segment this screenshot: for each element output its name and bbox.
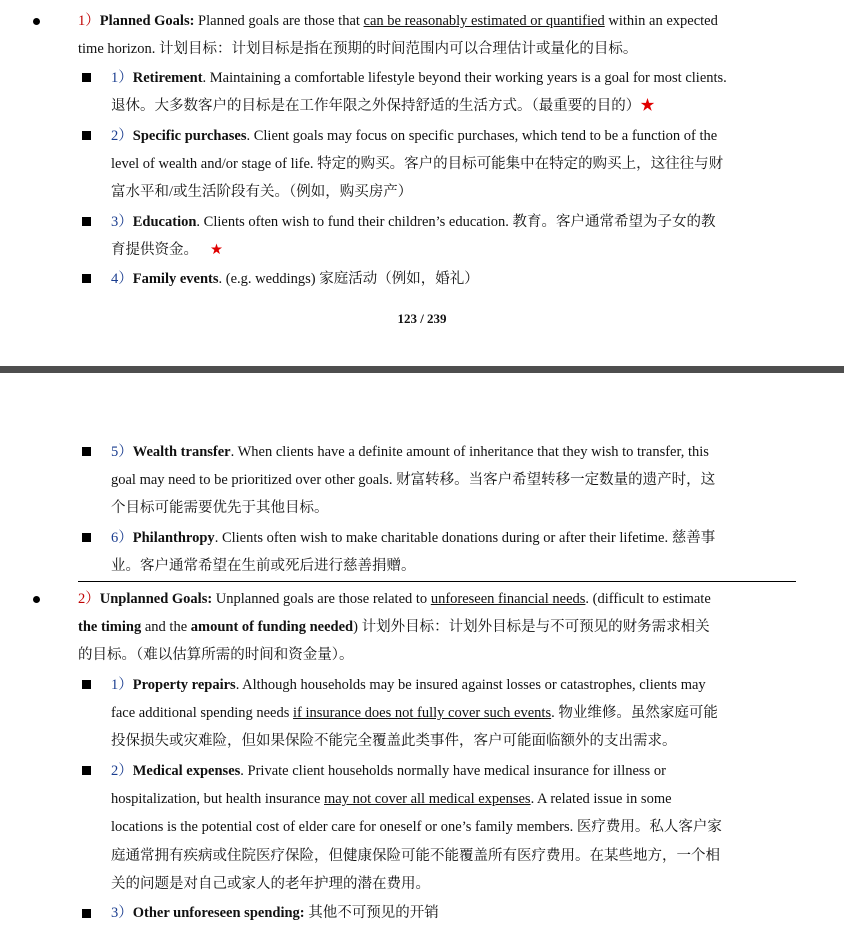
wealth-transfer-line2: goal may need to be prioritized over other goals. 财富转移。当客户希望转移一定数量的遗产时，这 (111, 472, 716, 488)
document-page-123 (0, 0, 844, 366)
bullet-square (82, 680, 91, 689)
star-icon: ★ (640, 98, 655, 114)
bullet-dot (33, 18, 40, 25)
medical-expenses-line4: 庭通常拥有疾病或住院医疗保险，但健康保险可能不能覆盖所有医疗费用。在某些地方，一个相 (111, 848, 720, 864)
property-repairs-line1: 1）Property repairs. Although households may be insured against losses or catastrophes, clients may (111, 677, 706, 693)
philanthropy-line1: 6）Philanthropy. Clients often wish to make charitable donations during or after their lifetime. 慈善事 (111, 530, 716, 546)
medical-expenses-line5: 关的问题是对自己或家人的老年护理的潜在费用。 (111, 876, 430, 892)
specific-purchases-line1: 2）Specific purchases. Client goals may focus on specific purchases, which tend to be a function of the (111, 128, 718, 144)
planned-goals-line1: 1）Planned Goals: Planned goals are those that can be reasonably estimated or quantified within an expected (78, 13, 718, 29)
unplanned-goals-line1: 2）Unplanned Goals: Unplanned goals are those related to unforeseen financial needs. (difficult to estimate (78, 591, 711, 607)
philanthropy-line2: 业。客户通常希望在生前或死后进行慈善捐赠。 (111, 558, 416, 574)
wealth-transfer-line1: 5）Wealth transfer. When clients have a definite amount of inheritance that they wish to transfer, this (111, 444, 709, 460)
retirement-line2: 退休。大多数客户的目标是在工作年限之外保持舒适的生活方式。（最重要的目的）★ (111, 98, 655, 114)
education-line1: 3）Education. Clients often wish to fund their children’s education. 教育。客户通常希望为子女的教 (111, 214, 716, 230)
education-line2: 育提供资金。 ★ (111, 242, 223, 258)
bullet-square (82, 909, 91, 918)
wealth-transfer-line3: 个目标可能需要优先于其他目标。 (111, 500, 329, 516)
other-unforeseen-line1: 3）Other unforeseen spending: 其他不可预见的开销 (111, 905, 439, 921)
specific-purchases-line2: level of wealth and/or stage of life. 特定的购买。客户的目标可能集中在特定的购买上，这往往与财 (111, 156, 724, 172)
section-divider (78, 581, 796, 582)
specific-purchases-line3: 富水平和/或生活阶段有关。（例如，购买房产） (111, 184, 413, 200)
bullet-square (82, 131, 91, 140)
page-separator (0, 366, 844, 373)
page-number: 123 / 239 (397, 311, 447, 326)
item-number: 1） (78, 13, 100, 29)
bullet-square (82, 217, 91, 226)
unplanned-goals-line2: the timing and the amount of funding needed) 计划外目标：计划外目标是与不可预见的财务需求相关 (78, 619, 710, 635)
retirement-line1: 1）Retirement. Maintaining a comfortable lifestyle beyond their working years is a goal for most clients. (111, 70, 727, 86)
property-repairs-line3: 投保损失或灾难险，但如果保险不能完全覆盖此类事件，客户可能面临额外的支出需求。 (111, 733, 677, 749)
medical-expenses-line3: locations is the potential cost of elder care for oneself or one’s family members. 医疗费用。私人客户家 (111, 819, 722, 835)
family-events-line1: 4）Family events. (e.g. weddings) 家庭活动（例如，婚礼） (111, 271, 479, 287)
bullet-square (82, 274, 91, 283)
bullet-square (82, 447, 91, 456)
bullet-square (82, 73, 91, 82)
item-title: Planned Goals: (99, 13, 195, 29)
star-icon: ★ (210, 242, 223, 258)
property-repairs-line2: face additional spending needs if insurance does not fully cover such events. 物业维修。虽然家庭可能 (111, 705, 718, 721)
bullet-dot (33, 596, 40, 603)
medical-expenses-line1: 2）Medical expenses. Private client households normally have medical insurance for illness or (111, 763, 666, 779)
unplanned-goals-line3: 的目标。（难以估算所需的时间和资金量）。 (78, 647, 354, 663)
medical-expenses-line2: hospitalization, but health insurance may not cover all medical expenses. A related issue in some (111, 791, 672, 807)
bullet-square (82, 766, 91, 775)
planned-goals-line2: time horizon. 计划目标：计划目标是指在预期的时间范围内可以合理估计或量化的目标。 (78, 41, 638, 57)
bullet-square (82, 533, 91, 542)
